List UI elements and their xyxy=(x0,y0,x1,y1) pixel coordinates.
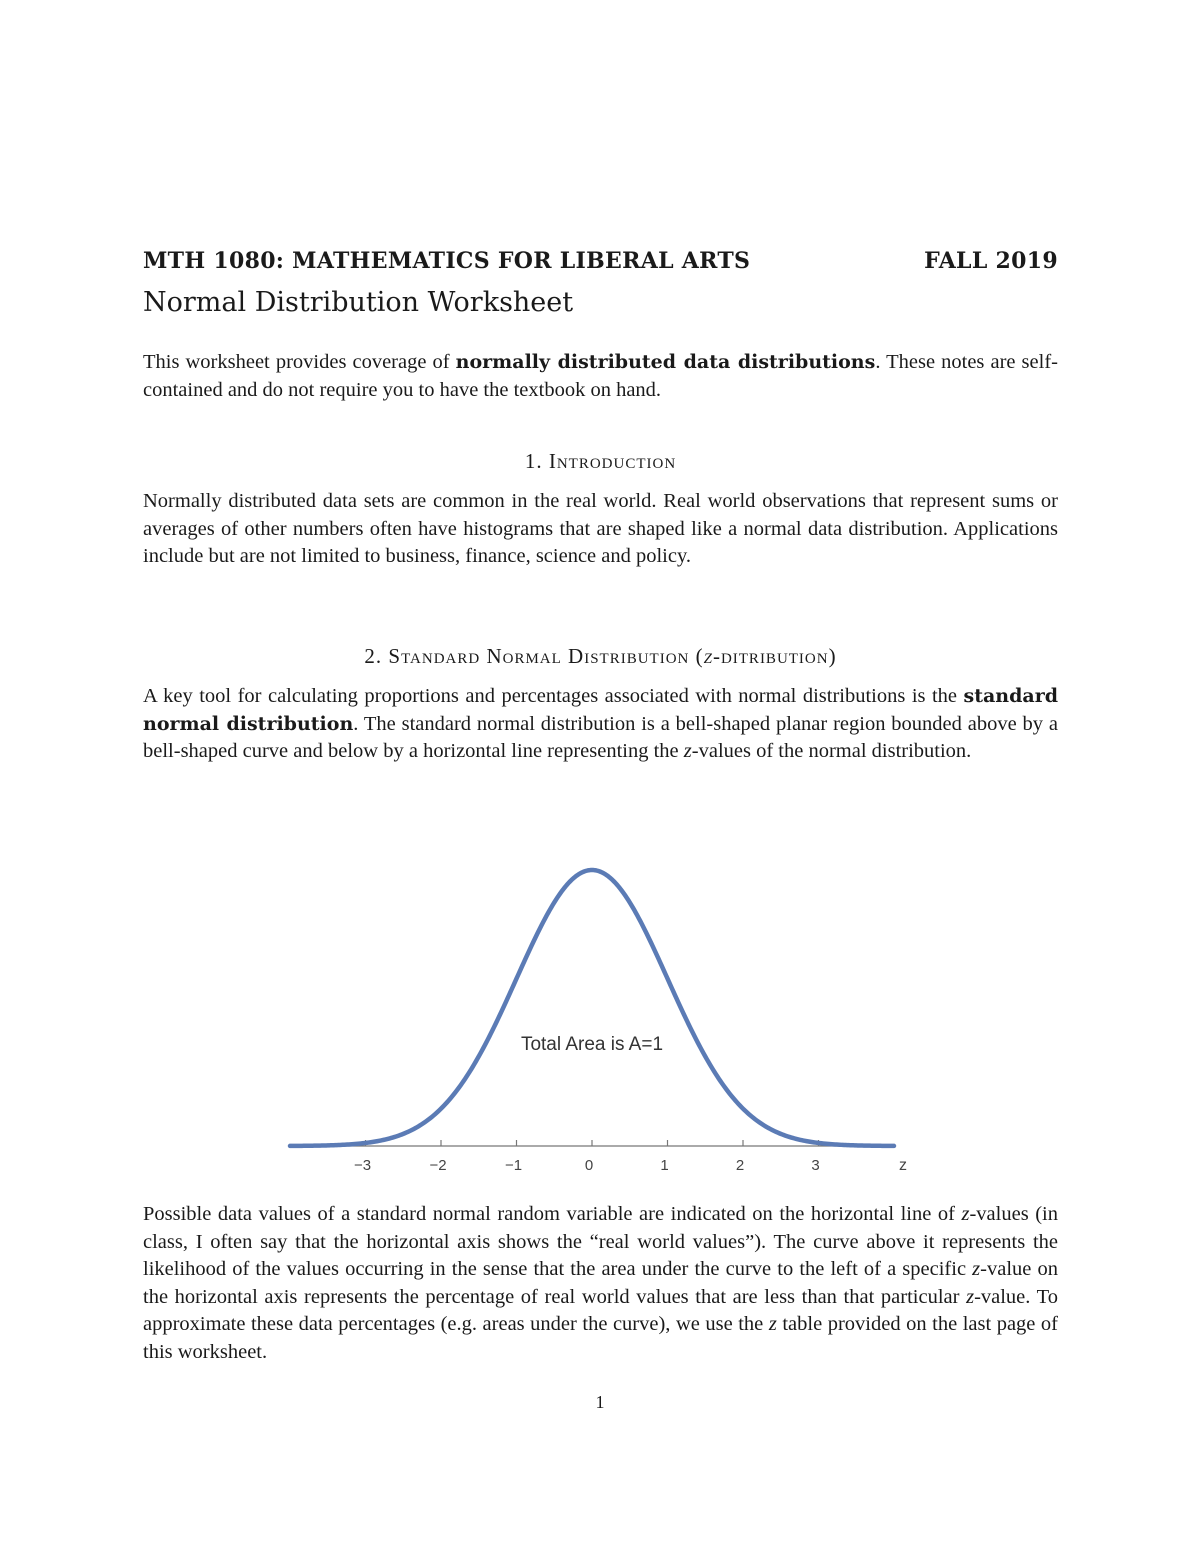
intro-text-end: . These notes are self-contained and do not require you to have the textbook on hand. xyxy=(143,351,1058,401)
x-axis-label: z xyxy=(899,1157,908,1174)
x-tick-label: 2 xyxy=(735,1157,745,1174)
s2-text-1: A key tool for calculating proportions and percentages associated with normal distributions is the xyxy=(143,685,964,707)
ac-text-2: -values (in class, I often say that the horizontal axis shows the “real world values”). The curve above it represents the likelihood of the values occurring in the sense that the area under the curve to the left of a specific xyxy=(143,1203,1058,1280)
section-2-heading xyxy=(143,644,1058,669)
density-curve xyxy=(290,870,894,1146)
ac-z-2: z xyxy=(972,1258,981,1280)
normal-curve-chart xyxy=(0,840,1200,1185)
x-tick-label: 3 xyxy=(811,1157,820,1174)
section-1-body: Normally distributed data sets are common in the real world. Real world observations that represent sums or averages of other numbers often have histograms that are shaped like a normal data distribution. Applications include but are not limited to business, finance, science and policy. xyxy=(143,490,1058,567)
ac-z-3: z xyxy=(966,1285,975,1308)
s2-z: z xyxy=(683,740,692,762)
s2-text-2: . The standard normal distribution is a bell-shaped planar region bounded above by a bell-shaped curve and below by a horizontal line representing the xyxy=(143,712,1058,762)
ac-text-4: -value. To approximate these data percentages (e.g. areas under the curve), we use the xyxy=(143,1285,1058,1335)
intro-paragraph xyxy=(143,349,1058,404)
s2-text-3: -values of the normal distribution. xyxy=(691,740,972,762)
x-tick-label: −3 xyxy=(353,1157,372,1174)
ac-z-4: z xyxy=(768,1313,777,1335)
ac-z-1: z xyxy=(961,1203,970,1225)
x-axis-ticks xyxy=(354,1140,820,1174)
area-annotation: Total Area is A=1 xyxy=(520,1034,664,1055)
ac-text-1: Possible data values of a standard normal random variable are indicated on the horizontal line of xyxy=(143,1203,962,1225)
chart-svg xyxy=(0,840,1200,1185)
section-2-body xyxy=(143,683,1058,766)
document-title: Normal Distribution Worksheet xyxy=(143,287,574,318)
ac-text-3: -value on the horizontal axis represents the percentage of real world values that are less than that particular xyxy=(143,1258,1058,1308)
s2-bold-phrase: standard normal distribution xyxy=(143,685,1058,735)
page-number: 1 xyxy=(595,1392,605,1412)
ac-text-5: table provided on the last page of this worksheet. xyxy=(143,1313,1058,1363)
after-chart-paragraph xyxy=(143,1201,1058,1366)
x-tick-label: −1 xyxy=(504,1157,523,1174)
term: FALL 2019 xyxy=(924,248,1058,274)
intro-bold-phrase: normally distributed data distributions xyxy=(455,351,876,373)
x-tick-label: 1 xyxy=(660,1157,669,1174)
section-2-heading-start: 2. Standard Normal Distribution ( xyxy=(364,644,704,668)
course-header xyxy=(143,248,1058,274)
intro-text-start: This worksheet provides coverage of xyxy=(143,351,456,373)
section-2-heading-z: z xyxy=(703,644,713,668)
x-tick-label: 0 xyxy=(584,1157,594,1174)
section-1-heading: 1. Introduction xyxy=(524,449,677,473)
section-2-heading-end: -ditribution) xyxy=(712,644,837,668)
course-name: MTH 1080: MATHEMATICS FOR LIBERAL ARTS xyxy=(143,248,751,274)
x-tick-label: −2 xyxy=(429,1157,447,1174)
